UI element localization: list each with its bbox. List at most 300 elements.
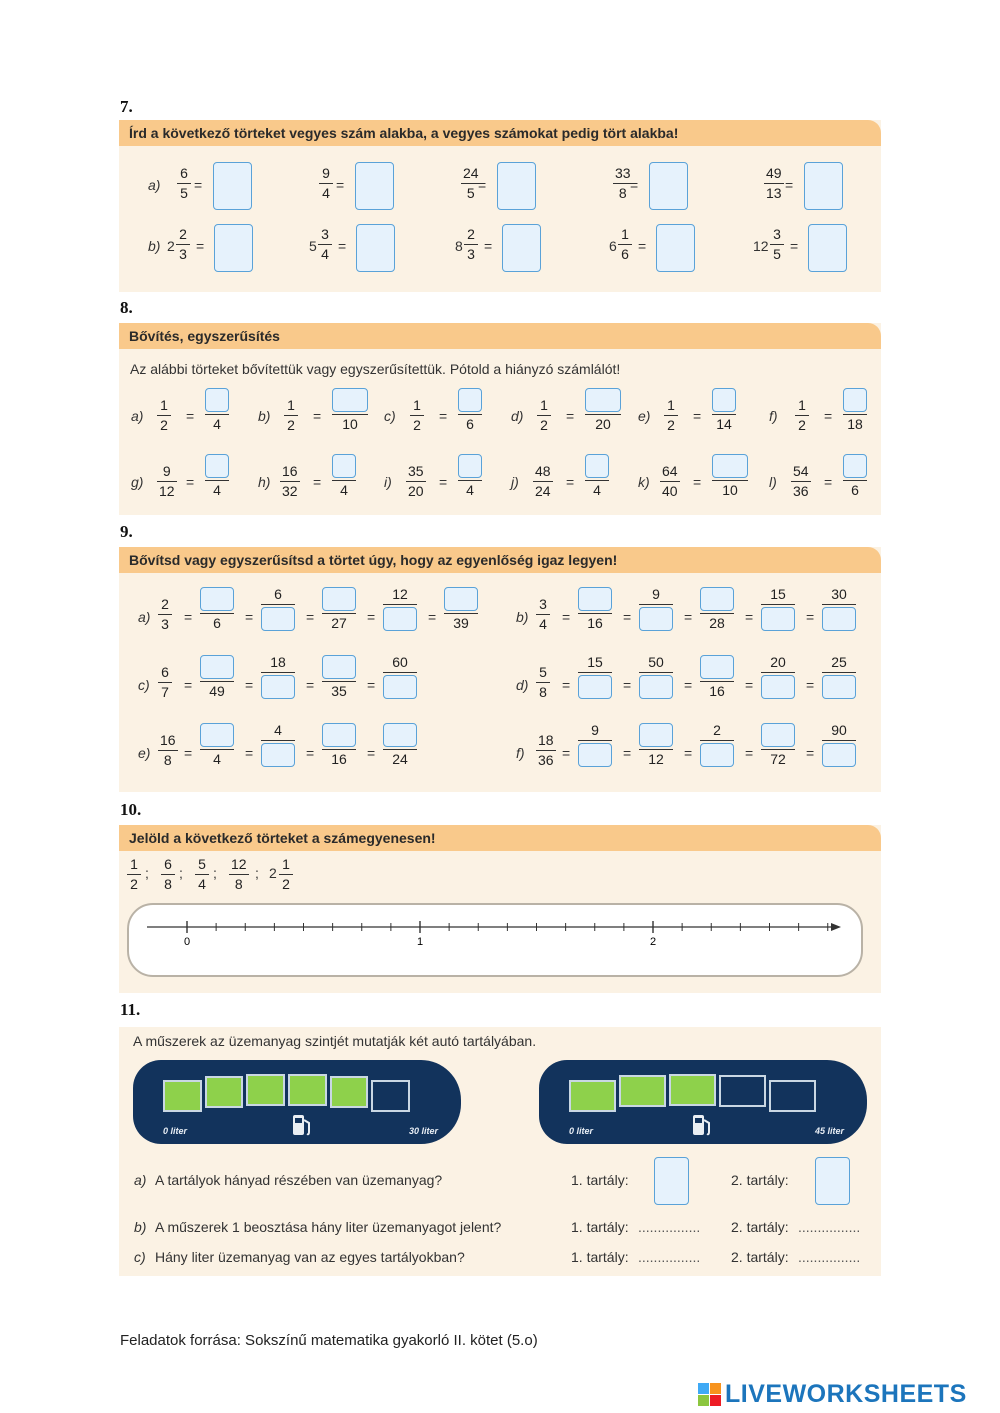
task-8-answer-10-bar [585, 480, 609, 481]
task-9-5-step-4-bar [761, 749, 795, 750]
task-9-label-b): b) [516, 609, 529, 625]
task-7b-fraction-2-denominator: 4 [321, 246, 329, 262]
task-9-0-step-4-numerator: 12 [392, 586, 408, 602]
task-8-answer-8-bar [332, 480, 356, 481]
task-8-label-l): l) [769, 474, 777, 490]
task-7a-answer-2[interactable] [355, 162, 394, 210]
task-9-1-step-3-denominator: 28 [709, 615, 725, 631]
task-8-panel [119, 323, 881, 515]
task-9-0-step-3-bar [322, 613, 356, 614]
task-8-fraction-12-bar [791, 481, 811, 482]
task-8-answer-5 [712, 388, 736, 432]
task-8-fraction-9-numerator: 35 [408, 463, 424, 479]
task-8-label-k): k) [638, 474, 650, 490]
task-8-fraction-5-bar [664, 415, 678, 416]
task-9-0-step-2-numerator: 6 [274, 586, 282, 602]
task-7a-answer-1[interactable] [213, 162, 252, 210]
equals-sign: = [194, 177, 203, 193]
task-7a-fraction-2-numerator: 9 [322, 165, 330, 181]
q-c-tank1-label: 1. tartály: [571, 1249, 629, 1265]
task-7b-whole-1: 2 [167, 238, 175, 254]
task-8-fraction-3-denominator: 2 [413, 417, 421, 433]
task-9-4-step-4 [383, 723, 417, 767]
task-9-3-step-2-denominator-input[interactable] [639, 675, 673, 699]
q-b-tank2-answer[interactable]: ................ [798, 1219, 861, 1235]
equals-sign: = [184, 677, 193, 693]
task-10-fraction-4-denominator: 8 [234, 876, 243, 892]
task-9-4-step-4-numerator-input[interactable] [383, 723, 417, 747]
task-8-fraction-10-bar [533, 481, 553, 482]
task-9-1-step-2-numerator: 9 [652, 586, 660, 602]
task-8-fraction-6-bar [795, 415, 809, 416]
task-7a-fraction-2-denominator: 4 [322, 185, 330, 201]
task-8-fraction-6-numerator: 1 [798, 397, 806, 413]
task-8-fraction-4-denominator: 2 [540, 417, 548, 433]
task-9-5-step-5 [822, 723, 856, 767]
task-9-1-step-4 [761, 587, 795, 631]
task-7b-fraction-2 [318, 227, 332, 262]
task-7b-answer-1[interactable] [214, 224, 253, 272]
task-8-answer-9 [458, 454, 482, 498]
task-9-0-step-2 [261, 587, 295, 631]
task-9-4-step-2-bar [261, 740, 295, 741]
task-8-answer-2-numerator-input[interactable] [332, 388, 368, 412]
separator: ; [255, 865, 259, 881]
equals-sign: = [336, 177, 345, 193]
task-8-fraction-1-numerator: 1 [160, 397, 168, 413]
task-7a-answer-3[interactable] [497, 162, 536, 210]
task-9-5-first-fraction-denominator: 36 [538, 752, 554, 768]
task-8-fraction-2-numerator: 1 [287, 397, 295, 413]
task-10-mixed-fraction-denominator: 2 [282, 876, 290, 892]
q-c-label: c) [134, 1249, 146, 1265]
task-10-fraction-1-numerator: 1 [130, 856, 138, 872]
equals-sign: = [367, 609, 376, 625]
task-9-5-step-1-denominator-input[interactable] [578, 743, 612, 767]
task-8-answer-11-bar [712, 480, 748, 481]
task-8-fraction-9 [406, 464, 426, 499]
task-9-3-step-4 [761, 655, 795, 699]
task-9-5-step-4-numerator-input[interactable] [761, 723, 795, 747]
task-9-4-step-1-bar [200, 749, 234, 750]
task-10-fraction-1-bar [127, 874, 141, 875]
task-9-2-step-4 [383, 655, 417, 699]
task-8-answer-4 [585, 388, 621, 432]
task-8-fraction-5-denominator: 2 [667, 417, 675, 433]
task-9-2-step-1 [200, 655, 234, 699]
task-8-fraction-2-denominator: 2 [287, 417, 295, 433]
task-9-3-first-fraction-numerator: 5 [539, 664, 547, 680]
separator: ; [213, 865, 217, 881]
equals-sign: = [196, 238, 205, 254]
gauge-2-segment-3 [669, 1074, 716, 1106]
q-a-tank1-input[interactable] [654, 1157, 689, 1205]
number-line [139, 915, 849, 955]
task-8-answer-4-numerator-input[interactable] [585, 388, 621, 412]
task-8-fraction-6 [795, 398, 809, 433]
task-8-answer-7 [205, 454, 229, 498]
task-9-2-step-4-denominator-input[interactable] [383, 675, 417, 699]
q-b-label: b) [134, 1219, 147, 1235]
task-8-answer-2-bar [332, 414, 368, 415]
q-a-tank2-label: 2. tartály: [731, 1172, 789, 1188]
task-9-1-step-5-numerator: 30 [831, 586, 847, 602]
q-c-tank2-label: 2. tartály: [731, 1249, 789, 1265]
equals-sign: = [566, 408, 575, 424]
task-7b-answer-4[interactable] [656, 224, 695, 272]
task-9-4-step-3-numerator-input[interactable] [322, 723, 356, 747]
task-7b-fraction-4-bar [618, 244, 632, 245]
task-9-3-step-2 [639, 655, 673, 699]
task-10-fraction-3-numerator: 5 [198, 856, 206, 872]
task-8-answer-11 [712, 454, 748, 498]
task-9-5-step-2-numerator-input[interactable] [639, 723, 673, 747]
task-8-answer-12 [843, 454, 867, 498]
task-7b-answer-5[interactable] [808, 224, 847, 272]
task-8-label-g): g) [131, 474, 144, 490]
task-9-4-step-2-denominator-input[interactable] [261, 743, 295, 767]
task-8-fraction-7-numerator: 9 [162, 463, 171, 479]
task-10-fraction-2-numerator: 6 [164, 856, 172, 872]
task-9-0-step-5 [444, 587, 478, 631]
task-9-2-first-fraction-denominator: 7 [161, 684, 169, 700]
task-9-1-step-4-bar [761, 604, 795, 605]
task-8-answer-9-numerator-input[interactable] [458, 454, 482, 478]
task-10-fraction-3-denominator: 4 [198, 876, 206, 892]
task-9-4-step-1-numerator-input[interactable] [200, 723, 234, 747]
task-7-number: 7. [120, 97, 133, 116]
task-9-1-step-2-denominator-input[interactable] [639, 607, 673, 631]
task-7a-fraction-3-denominator: 5 [466, 185, 475, 201]
task-9-4-step-3-bar [322, 749, 356, 750]
task-9-2-step-2-numerator: 18 [270, 654, 286, 670]
task-9-5-step-3-bar [700, 740, 734, 741]
gauge-2-segment-4 [719, 1075, 766, 1107]
task-8-answer-1-bar [205, 414, 229, 415]
task-8-answer-3-numerator-input[interactable] [458, 388, 482, 412]
task-8-label-j): j) [511, 474, 519, 490]
gauge-2-max: 45 liter [815, 1126, 845, 1136]
separator: ; [145, 865, 149, 881]
task-9-1-step-1 [578, 587, 612, 631]
task-9-0-step-1-numerator-input[interactable] [200, 587, 234, 611]
task-8-answer-8-denominator: 4 [340, 482, 348, 498]
task-9-5-step-1 [578, 723, 612, 767]
task-8-answer-4-bar [585, 414, 621, 415]
liveworksheets-wordmark: LIVEWORKSHEETS [725, 1379, 967, 1408]
task-8-fraction-8-bar [280, 481, 300, 482]
task-11-panel [119, 1027, 881, 1276]
task-7a-fraction-3-numerator: 24 [463, 165, 479, 181]
task-7b-fraction-5 [770, 227, 784, 262]
task-9-4-first-fraction-bar [158, 750, 178, 751]
equals-sign: = [428, 609, 437, 625]
task-7a-answer-4[interactable] [649, 162, 688, 210]
q-a-label: a) [134, 1172, 147, 1188]
task-9-5-step-2-bar [639, 749, 673, 750]
task-9-1-step-1-numerator-input[interactable] [578, 587, 612, 611]
task-7b-fraction-1-denominator: 3 [179, 246, 187, 262]
equals-sign: = [306, 609, 315, 625]
task-9-5-step-2 [639, 723, 673, 767]
task-9-5-step-5-denominator-input[interactable] [822, 743, 856, 767]
task-9-2-step-2-denominator-input[interactable] [261, 675, 295, 699]
task-9-3-step-1-denominator-input[interactable] [578, 675, 612, 699]
task-9-3-step-3-numerator-input[interactable] [700, 655, 734, 679]
task-7b-fraction-2-numerator: 3 [321, 226, 329, 242]
task-8-fraction-4 [537, 398, 551, 433]
equals-sign: = [693, 474, 702, 490]
equals-sign: = [623, 609, 632, 625]
task-7a-fraction-5 [764, 166, 784, 201]
task-9-5-step-4 [761, 723, 795, 767]
task-9-5-step-1-bar [578, 740, 612, 741]
task-9-5-step-3-denominator-input[interactable] [700, 743, 734, 767]
task-7a-fraction-1 [177, 166, 191, 201]
task-9-5-step-5-bar [822, 740, 856, 741]
task-7b-answer-2[interactable] [356, 224, 395, 272]
equals-sign: = [184, 609, 193, 625]
separator: ; [179, 865, 183, 881]
equals-sign: = [367, 745, 376, 761]
task-9-0-step-5-bar [444, 613, 478, 614]
task-9-5-step-1-numerator: 9 [591, 722, 599, 738]
q-a-tank1-label: 1. tartály: [571, 1172, 629, 1188]
equals-sign: = [306, 745, 315, 761]
q-c-tank2-answer[interactable]: ................ [798, 1249, 861, 1265]
gauge-1-segment-5 [330, 1076, 369, 1108]
task-8-label-h): h) [258, 474, 271, 490]
task-9-label-c): c) [138, 677, 150, 693]
task-9-5-step-3-numerator: 2 [713, 722, 721, 738]
task-9-4-first-fraction-denominator: 8 [163, 752, 172, 768]
task-8-answer-7-denominator: 4 [213, 482, 221, 498]
task-9-0-step-4 [383, 587, 417, 631]
task-8-answer-1 [205, 388, 229, 432]
task-9-1-step-4-numerator: 15 [770, 586, 786, 602]
gauge-1-segment-1 [163, 1080, 202, 1112]
task-9-5-first-fraction-bar [536, 750, 556, 751]
task-9-0-step-2-bar [261, 604, 295, 605]
axis-label-2: 2 [649, 936, 657, 948]
task-7b-fraction-1-bar [176, 244, 190, 245]
equals-sign: = [745, 677, 754, 693]
task-8-answer-12-numerator-input[interactable] [843, 454, 867, 478]
task-9-4-step-3-denominator: 16 [331, 751, 347, 767]
equals-sign: = [790, 238, 799, 254]
task-9-5-step-5-numerator: 90 [831, 722, 847, 738]
task-9-0-step-2-denominator-input[interactable] [261, 607, 295, 631]
equals-sign: = [313, 474, 322, 490]
task-8-answer-10-denominator: 4 [593, 482, 601, 498]
task-9-0-step-5-numerator-input[interactable] [444, 587, 478, 611]
task-9-3-step-1 [578, 655, 612, 699]
task-8-fraction-5 [664, 398, 678, 433]
q-a-text: A tartályok hányad részében van üzemanyag? [155, 1172, 443, 1188]
task-9-1-step-5 [822, 587, 856, 631]
task-9-3-first-fraction-bar [536, 682, 550, 683]
task-9-3-first-fraction [536, 665, 550, 700]
task-9-0-first-fraction-numerator: 2 [161, 596, 169, 612]
task-9-3-step-4-denominator-input[interactable] [761, 675, 795, 699]
task-9-3-step-5 [822, 655, 856, 699]
gauge-1-min: 0 liter [163, 1126, 188, 1136]
task-8-answer-1-numerator-input[interactable] [205, 388, 229, 412]
task-7b-answer-3[interactable] [502, 224, 541, 272]
equals-sign: = [562, 745, 571, 761]
task-9-number: 9. [120, 522, 133, 541]
task-9-3-step-4-bar [761, 672, 795, 673]
equals-sign: = [824, 474, 833, 490]
task-8-answer-9-denominator: 4 [466, 482, 474, 498]
task-8-label-a): a) [131, 408, 144, 424]
liveworksheets-logo-icon [698, 1383, 721, 1406]
task-9-1-first-fraction-denominator: 4 [539, 616, 547, 632]
task-7b-fraction-3 [464, 227, 478, 262]
task-10-fraction-4-bar [229, 874, 249, 875]
task-8-fraction-1-denominator: 2 [160, 417, 168, 433]
axis-label-0: 0 [183, 936, 191, 948]
task-9-2-step-1-denominator: 49 [209, 683, 225, 699]
equals-sign: = [186, 474, 195, 490]
task-8-answer-11-denominator: 10 [722, 482, 738, 498]
task-9-2-step-1-numerator-input[interactable] [200, 655, 234, 679]
task-9-2-step-4-numerator: 60 [392, 654, 408, 670]
task-7b-whole-4: 6 [609, 238, 617, 254]
task-9-4-step-1 [200, 723, 234, 767]
task-9-2-step-2 [261, 655, 295, 699]
task-8-answer-11-numerator-input[interactable] [712, 454, 748, 478]
equals-sign: = [306, 677, 315, 693]
task-10-fraction-1 [127, 857, 141, 892]
task-8-fraction-7-denominator: 12 [159, 483, 175, 499]
task-8-answer-12-bar [843, 480, 867, 481]
equals-sign: = [806, 745, 815, 761]
equals-sign: = [245, 745, 254, 761]
task-9-3-step-5-denominator-input[interactable] [822, 675, 856, 699]
task-9-4-step-2 [261, 723, 295, 767]
task-9-5-step-3 [700, 723, 734, 767]
equals-sign: = [693, 408, 702, 424]
task-8-fraction-9-denominator: 20 [408, 483, 424, 499]
task-7a-fraction-1-numerator: 6 [180, 165, 188, 181]
gauge-1-segment-3 [246, 1074, 285, 1106]
equals-sign: = [245, 609, 254, 625]
task-7b-fraction-4 [618, 227, 632, 262]
task-9-0-step-1-denominator: 6 [213, 615, 221, 631]
task-8-fraction-8-denominator: 32 [282, 483, 298, 499]
task-9-1-first-fraction-numerator: 3 [539, 596, 547, 612]
q-c-tank1-answer[interactable]: ................ [638, 1249, 701, 1265]
task-9-4-first-fraction [158, 733, 178, 768]
task-8-fraction-7-bar [157, 481, 177, 482]
task-8-fraction-3 [410, 398, 424, 433]
task-8-label-i): i) [384, 474, 392, 490]
task-9-0-step-4-denominator-input[interactable] [383, 607, 417, 631]
task-7a-fraction-2-bar [319, 183, 333, 184]
q-a-tank2-input[interactable] [815, 1157, 850, 1205]
task-8-label-f): f) [769, 408, 778, 424]
q-b-tank1-answer[interactable]: ................ [638, 1219, 701, 1235]
task-8-answer-5-numerator-input[interactable] [712, 388, 736, 412]
task-7a-answer-5[interactable] [804, 162, 843, 210]
task-8-label-c): c) [384, 408, 396, 424]
equals-sign: = [806, 609, 815, 625]
task-9-1-step-3-numerator-input[interactable] [700, 587, 734, 611]
task-9-2-first-fraction-bar [158, 682, 172, 683]
task-10-fraction-4-numerator: 12 [231, 856, 247, 872]
task-7b-fraction-5-numerator: 3 [773, 226, 781, 242]
task-8-answer-6-numerator-input[interactable] [843, 388, 867, 412]
equals-sign: = [623, 677, 632, 693]
task-8-fraction-5-numerator: 1 [667, 397, 675, 413]
equals-sign: = [562, 677, 571, 693]
task-7b-fraction-5-denominator: 5 [773, 246, 781, 262]
task-8-title: Bővítés, egyszerűsítés [119, 323, 881, 349]
task-9-0-step-3-numerator-input[interactable] [322, 587, 356, 611]
task-10-number: 10. [120, 800, 142, 819]
task-8-fraction-6-denominator: 2 [798, 417, 806, 433]
task-9-2-step-2-bar [261, 672, 295, 673]
task-11-number: 11. [120, 1000, 141, 1019]
task-9-2-step-3-numerator-input[interactable] [322, 655, 356, 679]
task-10-mixed-fraction-numerator: 1 [282, 856, 290, 872]
task-9-1-step-3-bar [700, 613, 734, 614]
task-9-label-d): d) [516, 677, 529, 693]
task-11-intro: A műszerek az üzemanyag szintjét mutatják két autó tartályában. [133, 1033, 537, 1049]
task-9-4-step-1-denominator: 4 [213, 751, 221, 767]
task-9-1-step-3 [700, 587, 734, 631]
fuel-pump-icon [691, 1112, 713, 1138]
task-8-answer-10-numerator-input[interactable] [585, 454, 609, 478]
task-9-0-first-fraction [158, 597, 172, 632]
axis-label-1: 1 [416, 936, 424, 948]
task-8-answer-7-bar [205, 480, 229, 481]
task-9-1-step-4-denominator-input[interactable] [761, 607, 795, 631]
task-9-2-step-1-bar [200, 681, 234, 682]
task-9-2-step-3-denominator: 35 [331, 683, 347, 699]
fuel-pump-icon [291, 1112, 313, 1138]
task-7a-fraction-1-denominator: 5 [180, 185, 188, 201]
task-9-1-first-fraction [536, 597, 550, 632]
task-9-1-step-2 [639, 587, 673, 631]
task-8-answer-3 [458, 388, 482, 432]
task-10-fraction-2-bar [161, 874, 175, 875]
task-8-fraction-11-numerator: 64 [662, 463, 678, 479]
gauge-1-segment-6 [371, 1080, 410, 1112]
task-8-fraction-2-bar [284, 415, 298, 416]
task-9-1-step-5-denominator-input[interactable] [822, 607, 856, 631]
equals-sign: = [566, 474, 575, 490]
task-7b-fraction-5-bar [770, 244, 784, 245]
gauge-1-max: 30 liter [409, 1126, 439, 1136]
task-9-2-step-4-bar [383, 672, 417, 673]
task-8-answer-8-numerator-input[interactable] [332, 454, 356, 478]
task-9-3-step-2-bar [639, 672, 673, 673]
task-7-label-a: a) [148, 177, 161, 193]
equals-sign: = [313, 408, 322, 424]
number-line-arrow [831, 923, 841, 931]
equals-sign: = [785, 177, 794, 193]
task-9-1-step-1-bar [578, 613, 612, 614]
task-8-answer-7-numerator-input[interactable] [205, 454, 229, 478]
task-8-fraction-2 [284, 398, 298, 433]
task-8-answer-5-bar [712, 414, 736, 415]
equals-sign: = [338, 238, 347, 254]
task-7a-fraction-5-bar [764, 183, 784, 184]
task-8-fraction-11-denominator: 40 [662, 483, 678, 499]
task-8-fraction-12-numerator: 54 [793, 463, 809, 479]
